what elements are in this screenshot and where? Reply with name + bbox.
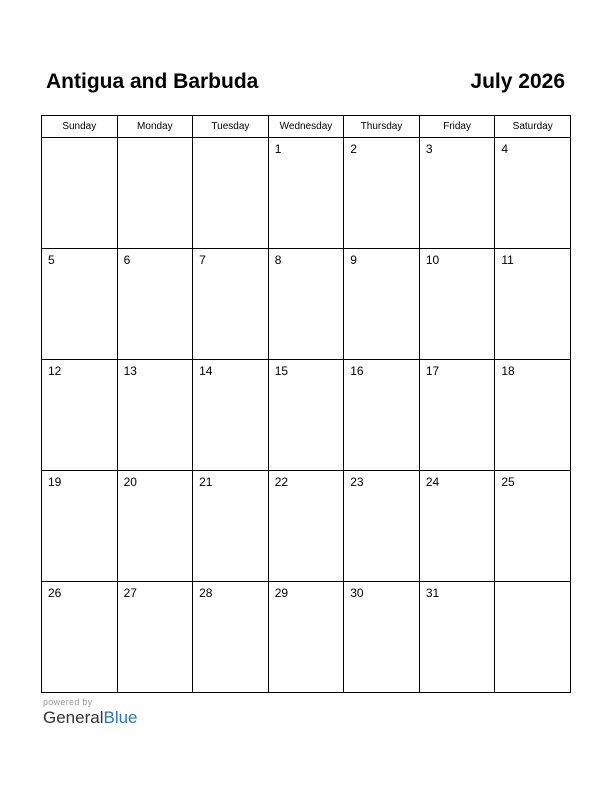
generalblue-branding: [43, 697, 138, 728]
day-cell: [42, 138, 118, 249]
day-number: 5: [48, 253, 55, 267]
day-number: [495, 582, 570, 586]
week-row: [42, 471, 571, 582]
day-number: 29: [274, 586, 289, 600]
day-number: 23: [350, 475, 364, 489]
day-cell: [419, 471, 495, 582]
week-row: [42, 138, 571, 249]
day-cell: [42, 582, 118, 693]
day-number: 27: [123, 586, 137, 600]
day-cell: [268, 360, 344, 471]
day-cell: [344, 138, 420, 249]
day-number: 24: [425, 475, 440, 489]
day-number: 1: [274, 142, 282, 156]
day-cell: [495, 360, 571, 471]
day-cell: [268, 138, 344, 249]
week-row: [42, 360, 571, 471]
day-cell: [193, 360, 269, 471]
day-cell: [344, 249, 420, 360]
month-year-title: July 2026: [470, 70, 565, 93]
weekday-header-row: [42, 116, 571, 138]
day-number: 14: [199, 364, 213, 378]
day-number: 8: [274, 253, 282, 267]
day-cell: [193, 582, 269, 693]
day-cell: [117, 471, 193, 582]
day-cell: [268, 582, 344, 693]
day-number: 4: [501, 142, 509, 156]
day-cell: [344, 582, 420, 693]
day-cell: [42, 471, 118, 582]
day-cell: [193, 138, 269, 249]
day-cell: [193, 471, 269, 582]
day-cell: [117, 138, 193, 249]
day-number: 7: [199, 253, 206, 267]
day-cell: [117, 249, 193, 360]
day-cell: [495, 138, 571, 249]
brand-logo: [43, 708, 138, 728]
day-number: 3: [425, 142, 433, 156]
day-number: 10: [425, 253, 440, 267]
day-cell: [419, 138, 495, 249]
weekday-thursday: Thursday: [344, 116, 420, 138]
day-number: 22: [274, 475, 289, 489]
day-number: 15: [274, 364, 289, 378]
day-number: [193, 138, 268, 142]
weekday-friday: Friday: [419, 116, 495, 138]
day-cell: [495, 249, 571, 360]
day-number: 12: [48, 364, 62, 378]
powered-by-text: powered by: [43, 697, 93, 707]
day-cell: [344, 471, 420, 582]
brand-blue-text: Blue: [103, 708, 138, 727]
day-number: 26: [48, 586, 62, 600]
weekday-sunday: Sunday: [42, 116, 118, 138]
weekday-saturday: Saturday: [495, 116, 571, 138]
day-cell: [419, 582, 495, 693]
day-cell: [344, 360, 420, 471]
day-number: 6: [123, 253, 131, 267]
day-number: 17: [425, 364, 440, 378]
day-number: 31: [425, 586, 440, 600]
day-cell: [42, 360, 118, 471]
day-number: [42, 138, 117, 142]
day-number: 21: [199, 475, 213, 489]
day-number: 20: [123, 475, 137, 489]
day-number: 11: [501, 253, 514, 267]
day-cell: [268, 471, 344, 582]
calendar-header: [41, 70, 571, 100]
day-number: [118, 138, 193, 142]
day-cell: [495, 471, 571, 582]
weekday-monday: Monday: [117, 116, 193, 138]
day-cell: [117, 360, 193, 471]
day-number: 25: [501, 475, 515, 489]
day-cell: [419, 360, 495, 471]
day-number: 16: [350, 364, 364, 378]
month-calendar-grid: [41, 115, 571, 693]
day-number: 19: [48, 475, 62, 489]
day-cell: [268, 249, 344, 360]
day-number: 9: [350, 253, 357, 267]
week-row: [42, 249, 571, 360]
day-number: 2: [350, 142, 357, 156]
day-number: 30: [350, 586, 364, 600]
brand-general-text: General: [43, 708, 104, 727]
day-number: 18: [501, 364, 515, 378]
day-number: 13: [123, 364, 137, 378]
day-cell: [42, 249, 118, 360]
day-cell: [193, 249, 269, 360]
day-cell: [419, 249, 495, 360]
day-cell: [117, 582, 193, 693]
country-title: Antigua and Barbuda: [46, 70, 259, 93]
week-row: [42, 582, 571, 693]
day-number: 28: [199, 586, 213, 600]
weekday-wednesday: Wednesday: [268, 116, 344, 138]
day-cell: [495, 582, 571, 693]
weekday-tuesday: Tuesday: [193, 116, 269, 138]
